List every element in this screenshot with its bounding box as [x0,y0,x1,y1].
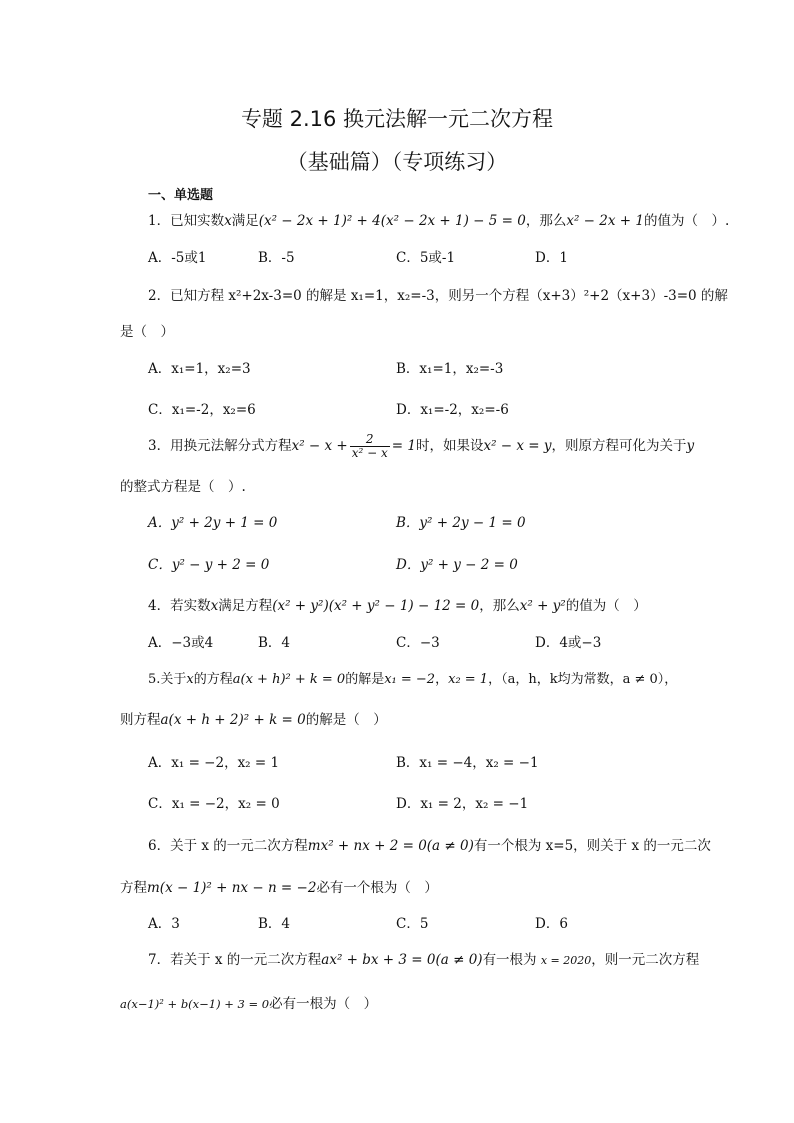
question-4-option-c: C．−3 [396,635,440,651]
question-2-stem-line2: 是（ ） [120,324,174,340]
question-1-option-c: C．5或-1 [396,250,456,266]
question-2-option-b: B．x₁=1，x₂=-3 [396,361,504,377]
question-3-option-d: D．y² + y − 2 = 0 [396,557,518,573]
question-7-stem-line2: a(x−1)² + b(x−1) + 3 = 0必有一根为（ ） [120,996,378,1012]
question-3-option-b: B．y² + 2y − 1 = 0 [396,515,526,531]
question-3-stem-line1: 3．用换元法解分式方程x² − x + $\frac{2}{\text{x² − x}}$ = 1时，如果设x² − x = y，则原方程可化为关于y [148,432,695,460]
question-6-option-c: C．5 [396,916,429,932]
question-3-option-a: A．y² + 2y + 1 = 0 [148,515,278,531]
question-2-stem-line1: 2．已知方程 x²+2x-3=0 的解是 x₁=1，x₂=-3，则另一个方程（x+3）²+2（x+3）-3=0 的解 [148,288,728,304]
question-5-option-d: D．x₁ = 2，x₂ = −1 [396,796,529,812]
question-6-option-a: A．3 [148,916,180,932]
question-2-option-c: C．x₁=-2，x₂=6 [148,402,256,418]
document-subtitle: （基础篇）（专项练习） [286,150,508,174]
question-6-stem-line2: 方程m(x − 1)² + nx − n = −2必有一个根为（ ） [120,880,438,896]
question-7-stem-line1: 7．若关于 x 的一元二次方程ax² + bx + 3 = 0(a ≠ 0)有一根为 x = 2020，则一元二次方程 [148,952,700,968]
question-3-stem-line2: 的整式方程是（ ）. [120,479,246,495]
fraction: $\frac{2}{\text{x² − x}}$ [351,432,388,460]
question-3-option-c: C．y² − y + 2 = 0 [148,557,270,573]
question-6-option-d: D．6 [535,916,568,932]
question-4-option-a: A．−3或4 [148,635,214,651]
question-5-option-b: B．x₁ = −4，x₂ = −1 [396,755,539,771]
question-2-option-a: A．x₁=1，x₂=3 [148,361,251,377]
document-title: 专题 2.16 换元法解一元二次方程 [240,107,554,131]
question-4-stem: 4．若实数x满足方程(x² + y²)(x² + y² − 1) − 12 = 0，那么x² + y²的值为（ ） [148,598,647,614]
question-2-option-d: D．x₁=-2，x₂=-6 [396,402,509,418]
question-1-option-d: D．1 [535,250,568,266]
question-6-stem-line1: 6．关于 x 的一元二次方程mx² + nx + 2 = 0(a ≠ 0)有一个根为 x=5，则关于 x 的一元二次 [148,838,711,854]
question-1-option-a: A．-5或1 [148,250,207,266]
question-1-option-b: B．-5 [258,250,295,266]
question-5-stem-line2: 则方程a(x + h + 2)² + k = 0的解是（ ） [120,712,387,728]
question-6-option-b: B．4 [258,916,291,932]
section-heading: 一、单选题 [148,188,214,203]
question-5-stem-line1: 5.关于x的方程a(x + h)² + k = 0的解是x₁ = −2，x₂ = 1，（a，h，k均为常数，a ≠ 0）， [148,672,678,687]
question-4-option-b: B．4 [258,635,291,651]
question-5-option-c: C．x₁ = −2，x₂ = 0 [148,796,280,812]
question-4-option-d: D．4或−3 [535,635,602,651]
question-1-stem: 1．已知实数x满足(x² − 2x + 1)² + 4(x² − 2x + 1) − 5 = 0，那么x² − 2x + 1的值为（ ）. [148,213,730,229]
question-5-option-a: A．x₁ = −2，x₂ = 1 [148,755,280,771]
